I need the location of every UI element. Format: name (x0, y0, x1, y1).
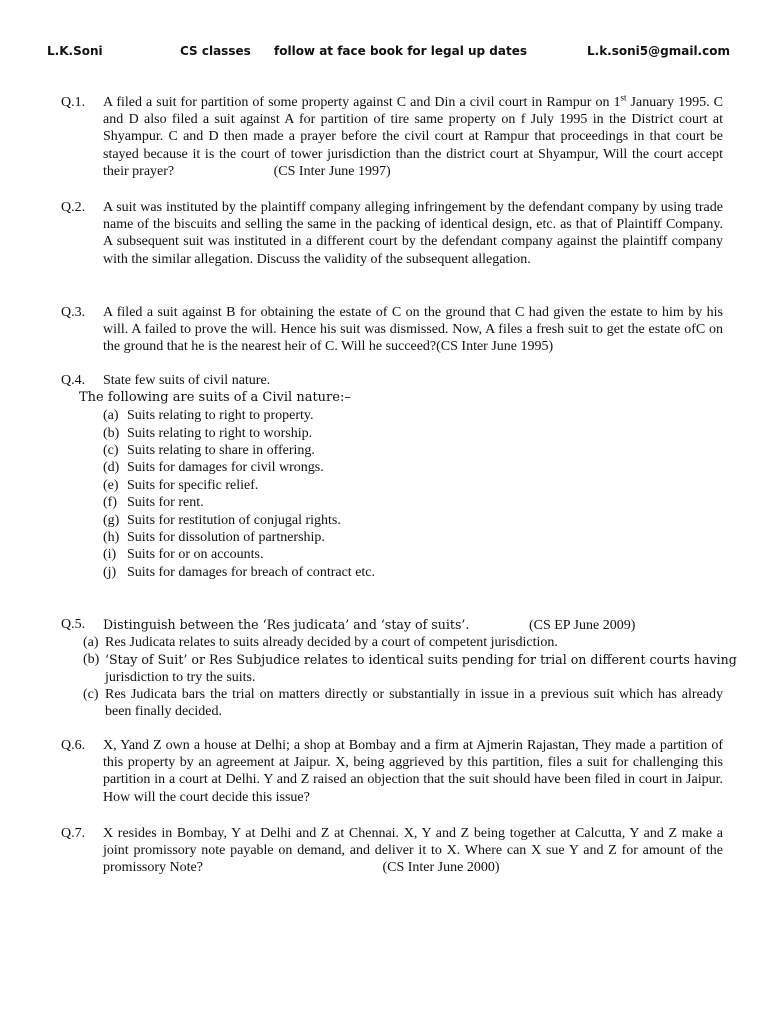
question-text-part: A filed a suit against B for obtaining the estate of C on the ground that C had given the estate to him by his will. A failed to prove the will. Hence his suit was dismissed. Now, A files a fresh suit to get the estate ofC on the ground that he is the nearest heir of C. Will he succeed? (103, 305, 723, 355)
exam-reference: (CS Inter June 1997) (273, 163, 391, 179)
question-text (103, 94, 723, 180)
question-1 (61, 94, 723, 180)
list-item-label: (g) (103, 512, 120, 528)
question-7 (61, 825, 723, 877)
list-item-label: (e) (103, 477, 119, 493)
ordinal-suffix: st (620, 92, 627, 103)
header-classes: CS classes (180, 44, 251, 58)
list-item (103, 564, 723, 581)
question-text (103, 616, 723, 634)
list-item-label: (i) (103, 547, 117, 563)
list-item (103, 459, 723, 476)
exam-reference: (CS Inter June 2000) (382, 860, 500, 876)
list-item-label: (b) (83, 652, 100, 668)
question-text (103, 304, 723, 356)
list-item-text: Suits relating to right to property. (127, 408, 314, 424)
list-item (103, 442, 723, 459)
question-text-part: Distinguish between the ‘Res judicata’ and ‘stay of suits’. (103, 617, 470, 632)
question-3 (61, 304, 723, 356)
question-text-part: January 1995. C and D also filed a suit against A for partition of tire same property on f July 1995 in the District court at Shyampur. C and D then made a prayer before the civil court at Rampur that proceedings in that court be stayed because it is the court of tower jurisdiction than the district court at Shyampur, Will the court accept their prayer? (103, 95, 723, 179)
question-6 (61, 737, 723, 806)
header-follow-note: follow at face book for legal up dates (274, 44, 528, 58)
question-2 (61, 199, 723, 268)
list-item (103, 546, 723, 563)
list-item-text: ‘Stay of Suit’ or Res Subjudice relates to identical suits pending for trial on different courts having (105, 652, 737, 668)
list-item-label: (a) (83, 635, 99, 651)
question-number: Q.6. (61, 738, 86, 753)
list-item-text: Res Judicata relates to suits already decided by a court of competent jurisdiction. (105, 635, 558, 651)
list-item-label: (f) (103, 495, 117, 511)
question-text: State few suits of civil nature. (103, 373, 271, 388)
list-item (103, 529, 723, 546)
question-number: Q.5. (61, 617, 86, 632)
question-text: A suit was instituted by the plaintiff company alleging infringement by the defendant company by using trade name of the biscuits and selling the same in the packing of identical design, etc. as that of Plaintiff Company. A subsequent suit was instituted in a different court by the defendant company against the plaintiff company with the similar allegation. Discuss the validity of the subsequent allegation. (103, 200, 723, 267)
list-item-text: Suits for damages for breach of contract etc. (127, 564, 376, 580)
question-4 (61, 372, 723, 581)
list-item-text: Res Judicata bars the trial on matters directly or substantially in issue in a previous suit which has already been finally decided. (105, 686, 723, 720)
list-item-label: (a) (103, 408, 119, 424)
answer-intro: The following are suits of a Civil nature:– (79, 390, 351, 406)
exam-reference: (CS Inter June 1995) (436, 339, 554, 355)
list-item-label: (j) (103, 564, 117, 580)
exam-reference: (CS EP June 2009) (528, 618, 636, 633)
header-author: L.K.Soni (47, 44, 103, 58)
list-item (103, 425, 723, 442)
list-item-text: Suits for damages for civil wrongs. (127, 460, 324, 476)
question-number: Q.1. (61, 95, 86, 110)
question-text (103, 825, 723, 877)
list-item (103, 512, 723, 529)
question-5 (61, 616, 737, 720)
list-item-text: Suits for dissolution of partnership. (127, 530, 325, 546)
question-text-part: A filed a suit for partition of some property against C and Din a civil court in Rampur on 1 (103, 95, 621, 110)
list-item-text: Suits for or on accounts. (127, 547, 264, 563)
list-item-text: jurisdiction to try the suits. (105, 669, 256, 685)
list-item-label: (b) (103, 425, 120, 441)
question-text: X, Yand Z own a house at Delhi; a shop at Bombay and a firm at Ajmerin Rajastan, They made a partition of this property by an agreement at Jaipur. X, being aggrieved by this partition, files a suit for challenging this partition in a court at Delhi. Y and Z raised an objection that the suit should have been filed in court in Jaipur. How will the court decide this issue? (103, 738, 723, 805)
list-item-text: Suits for restitution of conjugal rights. (127, 512, 341, 528)
list-item (103, 477, 723, 494)
question-number: Q.7. (61, 826, 86, 841)
list-item (83, 686, 723, 720)
header-email: L.k.soni5@gmail.com (587, 44, 730, 58)
list-item-label: (c) (103, 443, 119, 459)
list-item-text: Suits relating to right to worship. (127, 425, 313, 441)
list-item (103, 494, 723, 511)
list-item-label: (d) (103, 460, 120, 476)
list-item (83, 651, 737, 685)
list-item-text: Suits for specific relief. (127, 477, 259, 493)
list-item (83, 634, 723, 651)
list-item-label: (h) (103, 530, 120, 546)
question-text-part: X resides in Bombay, Y at Delhi and Z at Chennai. X, Y and Z being together at Calcutta, Y and Z make a joint promissory note payable on demand, and deliver it to X. Where can X sue Y and Z for amount of the promissory Note? (103, 826, 723, 876)
list-item (103, 407, 723, 424)
question-number: Q.3. (61, 305, 86, 320)
list-item-text: Suits for rent. (127, 495, 204, 511)
question-number: Q.4. (61, 373, 86, 388)
list-item-text: Suits relating to share in offering. (127, 443, 315, 459)
list-item-label: (c) (83, 686, 99, 702)
question-number: Q.2. (61, 200, 86, 215)
